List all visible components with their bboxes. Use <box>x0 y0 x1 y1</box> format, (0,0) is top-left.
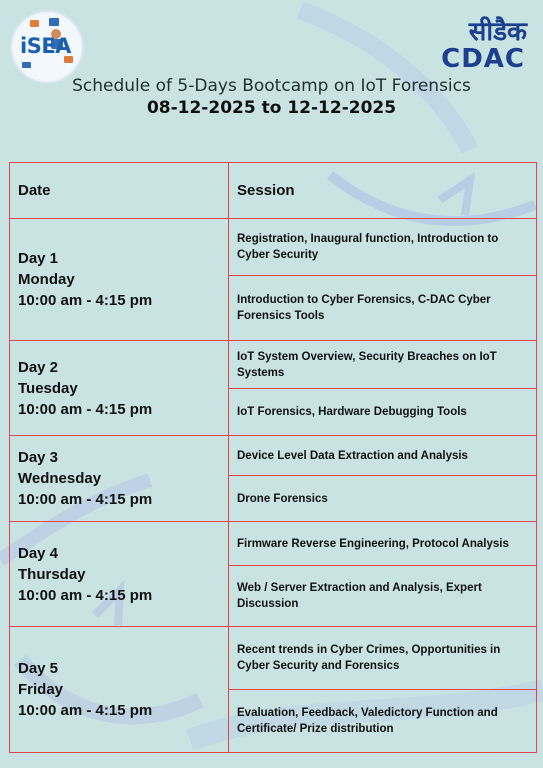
weekday-label: Thursday <box>18 565 86 583</box>
table-row <box>10 219 537 276</box>
weekday-label: Monday <box>18 271 75 288</box>
session-cell: Introduction to Cyber Forensics, C-DAC Cyber Forensics Tools <box>229 276 537 341</box>
session-cell: Recent trends in Cyber Crimes, Opportunities in Cyber Security and Forensics <box>229 627 537 690</box>
day-label: Day 4 <box>18 544 59 562</box>
session-cell: Registration, Inaugural function, Introduction to Cyber Security <box>229 219 537 276</box>
table-header-row <box>10 163 537 219</box>
day-cell <box>10 436 229 522</box>
table-row <box>10 436 537 476</box>
isea-logo <box>10 10 84 84</box>
schedule-table <box>9 162 537 753</box>
session-cell: IoT System Overview, Security Breaches on IoT Systems <box>229 341 537 389</box>
day-cell <box>10 341 229 436</box>
cdac-logo <box>439 12 531 74</box>
time-label: 10:00 am - 4:15 pm <box>18 292 153 309</box>
cdac-logo-latin: CDAC <box>441 44 525 74</box>
weekday-label: Tuesday <box>18 379 78 397</box>
weekday-label: Wednesday <box>18 470 102 487</box>
time-label: 10:00 am - 4:15 pm <box>18 491 153 508</box>
day-cell <box>10 522 229 627</box>
time-label: 10:00 am - 4:15 pm <box>18 702 153 719</box>
session-cell: Web / Server Extraction and Analysis, Expert Discussion <box>229 566 537 627</box>
cdac-logo-hindi: सीडैक <box>468 17 527 47</box>
table-row <box>10 341 537 389</box>
session-cell: Firmware Reverse Engineering, Protocol Analysis <box>229 522 537 566</box>
day-label: Day 2 <box>18 358 59 376</box>
day-cell <box>10 219 229 341</box>
date-range: 08-12-2025 to 12-12-2025 <box>146 98 397 118</box>
session-cell: Device Level Data Extraction and Analysis <box>229 436 537 476</box>
time-label: 10:00 am - 4:15 pm <box>18 586 153 604</box>
column-header-date: Date <box>10 163 229 219</box>
page-title: Schedule of 5-Days Bootcamp on IoT Forensics <box>72 76 471 96</box>
day-cell <box>10 627 229 753</box>
day-label: Day 1 <box>18 250 59 267</box>
day-label: Day 3 <box>18 449 59 466</box>
isea-logo-text: iSEA <box>20 34 71 58</box>
session-cell: IoT Forensics, Hardware Debugging Tools <box>229 389 537 436</box>
weekday-label: Friday <box>18 681 64 698</box>
session-cell: Drone Forensics <box>229 476 537 522</box>
session-cell: Evaluation, Feedback, Valedictory Function and Certificate/ Prize distribution <box>229 690 537 753</box>
table-row <box>10 627 537 690</box>
day-label: Day 5 <box>18 660 59 677</box>
time-label: 10:00 am - 4:15 pm <box>18 400 153 418</box>
table-row <box>10 522 537 566</box>
column-header-session: Session <box>229 163 537 219</box>
